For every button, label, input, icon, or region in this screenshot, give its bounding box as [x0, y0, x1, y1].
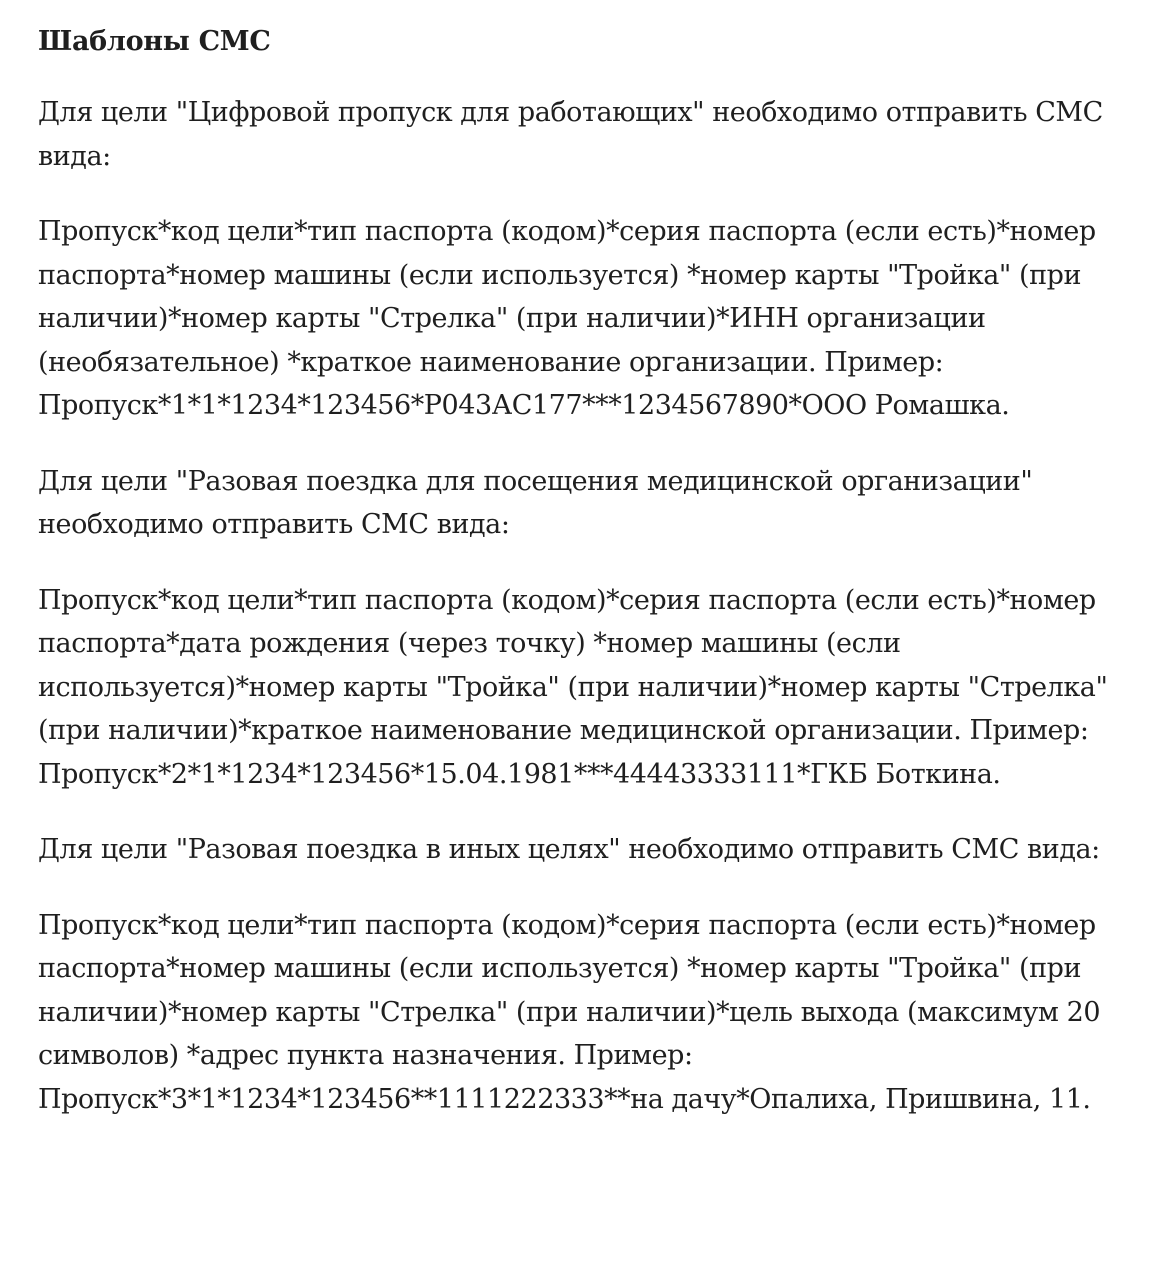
document-title: Шаблоны СМС	[38, 26, 271, 57]
goal-2-sms-template: Пропуск*код цели*тип паспорта (кодом)*серия паспорта (если есть)*номер паспорта*дата рождения (через точку) *номер машины (если используется)*номер карты "Тройка" (при наличии)*номер карты "Стрелка" (при наличии)*краткое наименование медицинской организации. Пример: Пропуск*2*1*1234*123456*15.04.1981***44443333111*ГКБ Боткина.	[38, 584, 1108, 790]
goal-1-description: Для цели "Цифровой пропуск для работающих" необходимо отправить СМС вида:	[38, 97, 1103, 172]
goal-3-description: Для цели "Разовая поездка в иных целях" необходимо отправить СМС вида:	[38, 834, 1100, 865]
goal-1-sms-template: Пропуск*код цели*тип паспорта (кодом)*серия паспорта (если есть)*номер паспорта*номер машины (если используется) *номер карты "Тройка" (при наличии)*номер карты "Стрелка" (при наличии)*ИНН организации (необязательное) *краткое наименование организации. Пример: Пропуск*1*1*1234*123456*Р043АС177***1234567890*ООО Ромашка.	[38, 216, 1096, 421]
goal-2-description: Для цели "Разовая поездка для посещения медицинской организации" необходимо отправить СМС вида:	[38, 465, 1033, 540]
goal-3-sms-template: Пропуск*код цели*тип паспорта (кодом)*серия паспорта (если есть)*номер паспорта*номер машины (если используется) *номер карты "Тройка" (при наличии)*номер карты "Стрелка" (при наличии)*цель выхода (максимум 20 символов) *адрес пункта назначения. Пример: Пропуск*3*1*1234*123456**1111222333**на дачу*Опалиха, Пришвина, 11.	[38, 909, 1101, 1115]
